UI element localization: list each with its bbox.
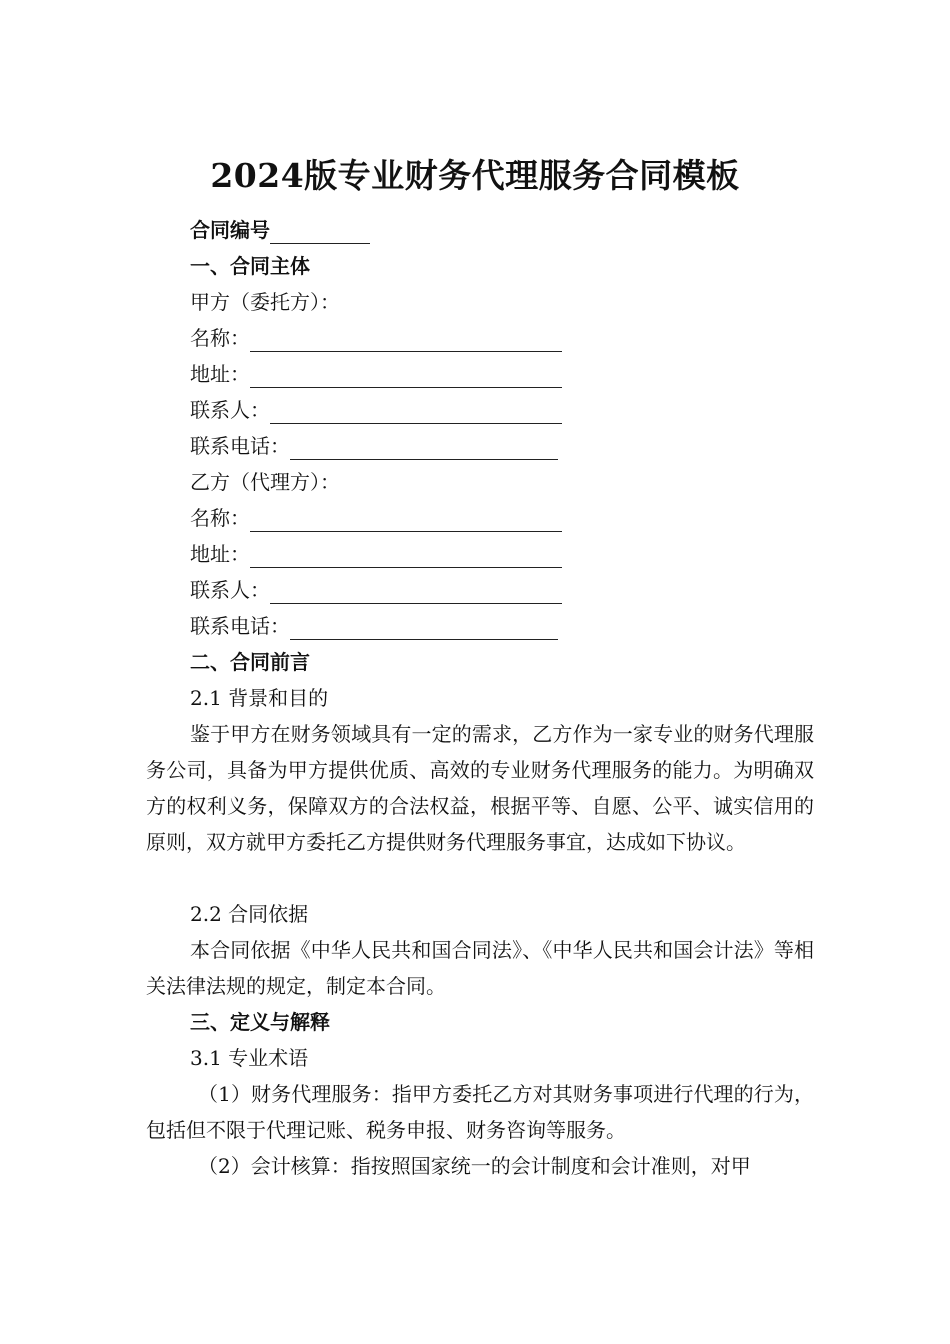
party-b-contact-blank[interactable]	[270, 577, 562, 604]
section2-sub1-title: 2.1 背景和目的	[190, 686, 329, 710]
party-a-contact-label: 联系人：	[190, 398, 270, 422]
party-b-contact-line	[190, 572, 562, 608]
contract-number-blank[interactable]	[270, 217, 370, 244]
party-a-address-blank[interactable]	[250, 361, 562, 388]
party-b-phone-blank[interactable]	[290, 613, 558, 640]
party-b-name-blank[interactable]	[250, 505, 562, 532]
section3-item1-paragraph: （1）财务代理服务：指甲方委托乙方对其财务事项进行代理的行为，包括但不限于代理记账、税务申报、财务咨询等服务。	[146, 1082, 814, 1142]
party-a-phone-label: 联系电话：	[190, 434, 290, 458]
party-b-phone-line	[190, 608, 558, 644]
party-b-address-label: 地址：	[190, 542, 250, 566]
party-a-name-line	[190, 320, 562, 356]
section3-sub1-title: 3.1 专业术语	[190, 1046, 309, 1070]
section2-sub1-paragraph: 鉴于甲方在财务领域具有一定的需求，乙方作为一家专业的财务代理服务公司，具备为甲方提供优质、高效的专业财务代理服务的能力。为明确双方的权利义务，保障双方的合法权益，根据平等、自愿、公平、诚实信用的原则，双方就甲方委托乙方提供财务代理服务事宜，达成如下协议。	[146, 722, 814, 854]
party-b-label: 乙方（代理方）：	[190, 470, 340, 494]
party-a-address-label: 地址：	[190, 362, 250, 386]
contract-number-line	[190, 212, 370, 248]
party-b-address-blank[interactable]	[250, 541, 562, 568]
party-a-phone-line	[190, 428, 558, 464]
contract-number-label: 合同编号	[190, 218, 270, 242]
section2-heading: 二、合同前言	[190, 650, 310, 674]
party-b-address-line	[190, 536, 562, 572]
party-a-address-line	[190, 356, 562, 392]
party-a-label: 甲方（委托方）：	[190, 290, 340, 314]
party-b-phone-label: 联系电话：	[190, 614, 290, 638]
party-a-name-label: 名称：	[190, 326, 250, 350]
party-b-name-line	[190, 500, 562, 536]
section2-sub2-title: 2.2 合同依据	[190, 902, 309, 926]
party-a-name-blank[interactable]	[250, 325, 562, 352]
party-a-phone-blank[interactable]	[290, 433, 558, 460]
section3-heading: 三、定义与解释	[190, 1010, 330, 1034]
party-a-contact-blank[interactable]	[270, 397, 562, 424]
party-b-name-label: 名称：	[190, 506, 250, 530]
party-a-contact-line	[190, 392, 562, 428]
party-b-contact-label: 联系人：	[190, 578, 270, 602]
section2-sub2-paragraph: 本合同依据《中华人民共和国合同法》、《中华人民共和国会计法》等相关法律法规的规定，制定本合同。	[146, 938, 814, 998]
document-title: 2024版专业财务代理服务合同模板	[210, 156, 740, 195]
section3-item2-paragraph: （2）会计核算：指按照国家统一的会计制度和会计准则，对甲	[198, 1154, 751, 1178]
section1-heading: 一、合同主体	[190, 254, 310, 278]
